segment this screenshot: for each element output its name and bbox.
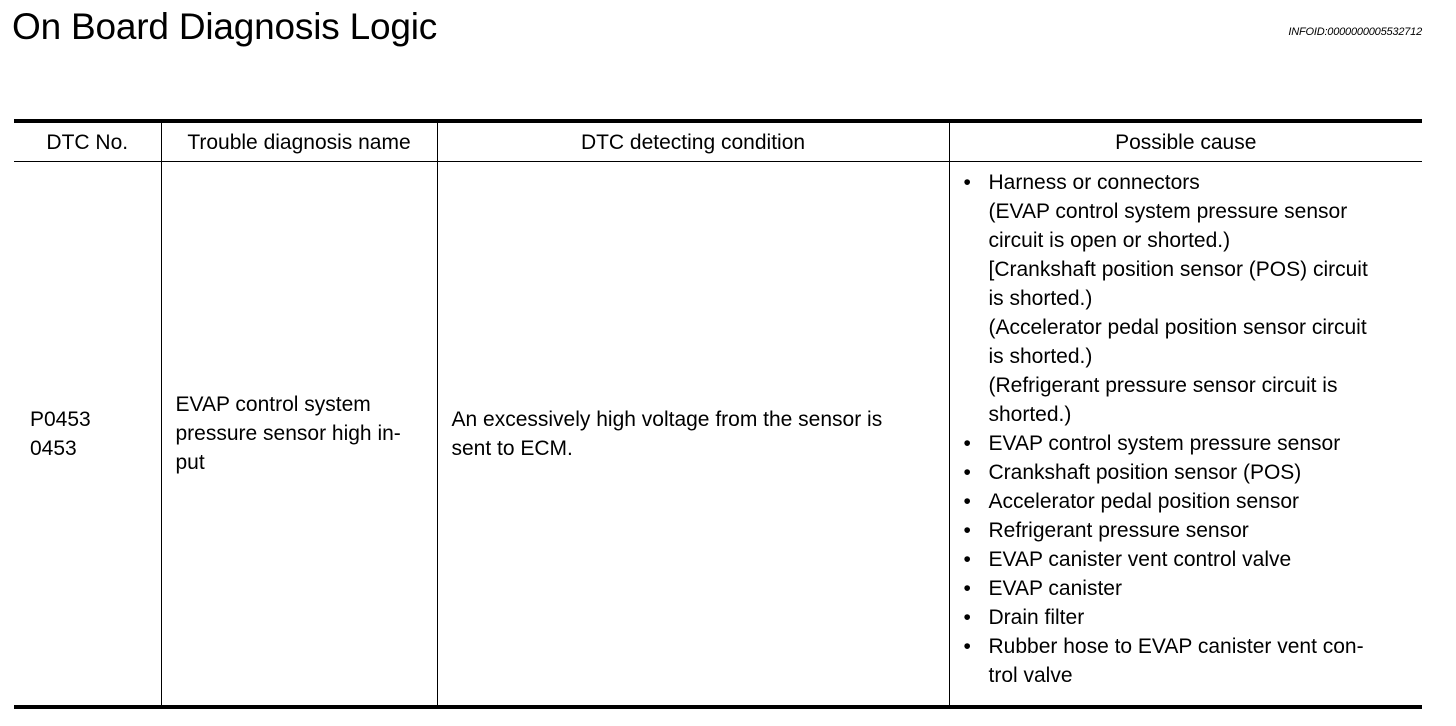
cause-line: is shorted.) <box>988 287 1093 310</box>
bullet-icon: • <box>963 461 971 484</box>
column-header-possible-cause: Possible cause <box>949 121 1422 162</box>
cause-line: trol valve <box>988 664 1073 687</box>
condition-line: An excessively high voltage from the sensor is <box>451 407 883 431</box>
list-item <box>964 458 1413 487</box>
column-header-dtc-no: DTC No. <box>14 121 161 162</box>
bullet-icon: • <box>963 171 971 194</box>
cause-line: circuit is open or shorted.) <box>988 229 1231 252</box>
trouble-name-line: EVAP control system <box>175 393 371 416</box>
dtc-code: P0453 <box>30 407 91 431</box>
list-item <box>964 429 1413 458</box>
bullet-icon: • <box>963 635 971 658</box>
cause-line: Rubber hose to EVAP canister vent con- <box>988 635 1364 658</box>
dtc-no-cell <box>14 162 161 708</box>
cause-line: EVAP canister <box>988 577 1122 600</box>
page-title: On Board Diagnosis Logic <box>12 6 438 47</box>
cause-line: EVAP control system pressure sensor <box>988 432 1341 455</box>
list-item <box>964 603 1413 632</box>
list-item <box>964 487 1413 516</box>
column-header-dtc-detecting-condition: DTC detecting condition <box>437 121 949 162</box>
cause-line: (Refrigerant pressure sensor circuit is <box>988 374 1338 397</box>
bullet-icon: • <box>963 606 971 629</box>
trouble-name-line: pressure sensor high in- <box>175 422 401 445</box>
table-header-row <box>14 121 1422 162</box>
cause-line: [Crankshaft position sensor (POS) circuit <box>988 258 1368 281</box>
list-item <box>964 574 1413 603</box>
trouble-name-cell <box>161 162 437 708</box>
dtc-code-alt: 0453 <box>30 436 77 460</box>
bullet-icon: • <box>963 519 971 542</box>
cause-line: Accelerator pedal position sensor <box>988 490 1300 513</box>
cause-line: EVAP canister vent control valve <box>988 548 1292 571</box>
cause-line: Refrigerant pressure sensor <box>988 519 1249 542</box>
condition-line: sent to ECM. <box>451 436 573 460</box>
info-id: INFOID:0000000005532712 <box>1288 26 1422 38</box>
cause-line: shorted.) <box>988 403 1072 426</box>
possible-cause-cell <box>949 162 1422 708</box>
cause-line: is shorted.) <box>988 345 1093 368</box>
cause-line: Drain filter <box>988 606 1085 629</box>
column-header-trouble-diagnosis-name: Trouble diagnosis name <box>161 121 437 162</box>
cause-line: Harness or connectors <box>988 171 1200 194</box>
diagnosis-table <box>14 119 1422 709</box>
list-item <box>964 168 1413 429</box>
possible-cause-list <box>964 168 1413 690</box>
bullet-icon: • <box>963 577 971 600</box>
list-item <box>964 516 1413 545</box>
list-item <box>964 545 1413 574</box>
trouble-name-line: put <box>175 451 205 474</box>
table-row <box>14 162 1422 708</box>
cause-line: (EVAP control system pressure sensor <box>988 200 1348 223</box>
cause-line: Crankshaft position sensor (POS) <box>988 461 1302 484</box>
bullet-icon: • <box>963 432 971 455</box>
bullet-icon: • <box>963 490 971 513</box>
cause-line: (Accelerator pedal position sensor circuit <box>988 316 1367 339</box>
condition-cell <box>437 162 949 708</box>
bullet-icon: • <box>963 548 971 571</box>
list-item <box>964 632 1413 690</box>
